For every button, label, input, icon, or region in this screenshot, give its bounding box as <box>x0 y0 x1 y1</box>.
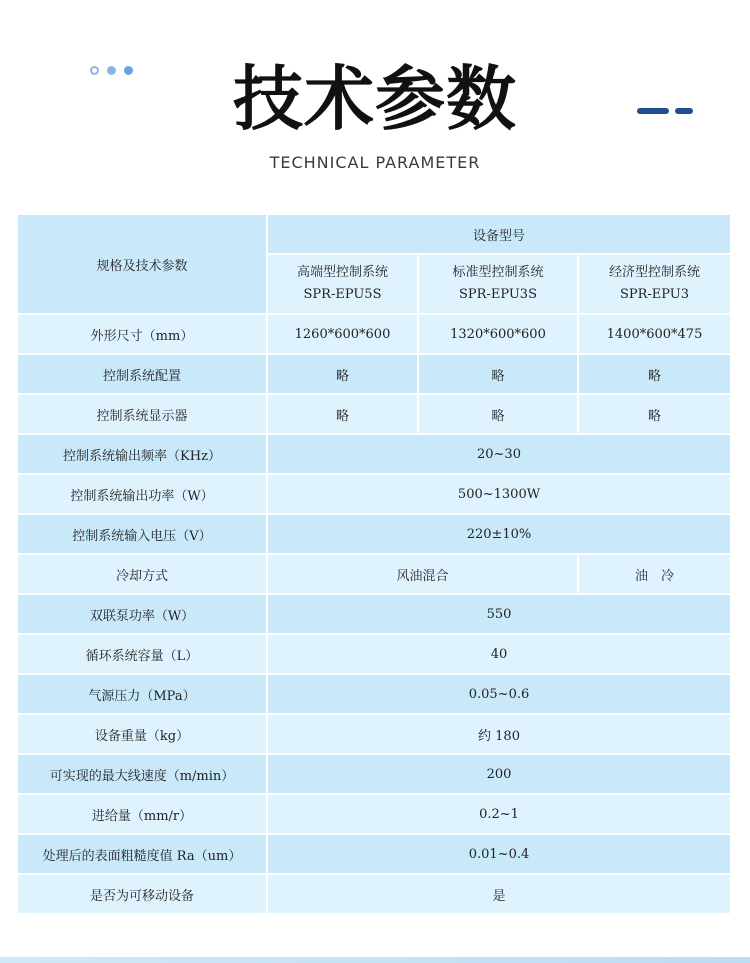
table-row <box>17 754 731 794</box>
dash-icon <box>637 108 669 114</box>
row-label: 气源压力（MPa） <box>17 674 267 714</box>
row-value: 1400*600*475 <box>578 314 731 354</box>
row-value: 1320*600*600 <box>418 314 578 354</box>
row-label: 控制系统输出频率（KHz） <box>17 434 267 474</box>
row-value: 0.05~0.6 <box>267 674 731 714</box>
table-row <box>17 354 731 394</box>
table-row <box>17 674 731 714</box>
model-name: 高端型控制系统 <box>296 265 388 280</box>
table-row <box>17 594 731 634</box>
row-value: 500~1300W <box>267 474 731 514</box>
page-header <box>0 0 750 200</box>
table-row <box>17 634 731 674</box>
header-model-group: 设备型号 <box>267 214 731 254</box>
table-row <box>17 394 731 434</box>
model-cell <box>418 254 578 314</box>
bottom-decorative-bar <box>0 957 750 963</box>
row-value: 略 <box>578 394 731 434</box>
row-label: 双联泵功率（W） <box>17 594 267 634</box>
row-label: 冷却方式 <box>17 554 267 594</box>
row-value: 220±10% <box>267 514 731 554</box>
row-value: 约 180 <box>267 714 731 754</box>
row-value: 略 <box>578 354 731 394</box>
row-label: 控制系统输入电压（V） <box>17 514 267 554</box>
row-label: 控制系统配置 <box>17 354 267 394</box>
row-value: 0.01~0.4 <box>267 834 731 874</box>
row-label: 设备重量（kg） <box>17 714 267 754</box>
page-title: 技术参数 <box>233 58 517 140</box>
model-name: 标准型控制系统 <box>452 265 544 280</box>
row-value: 550 <box>267 594 731 634</box>
row-value: 略 <box>418 354 578 394</box>
row-label: 可实现的最大线速度（m/min） <box>17 754 267 794</box>
spec-table <box>16 213 732 915</box>
row-value: 20~30 <box>267 434 731 474</box>
model-name: 经济型控制系统 <box>608 265 700 280</box>
row-value: 0.2~1 <box>267 794 731 834</box>
row-value: 是 <box>267 874 731 914</box>
table-row <box>17 834 731 874</box>
table-row <box>17 514 731 554</box>
decorative-dashes <box>637 108 693 114</box>
row-value: 略 <box>267 394 418 434</box>
row-value: 油 冷 <box>578 554 731 594</box>
model-cell <box>578 254 731 314</box>
table-row <box>17 714 731 754</box>
row-label: 控制系统输出功率（W） <box>17 474 267 514</box>
row-value: 风油混合 <box>267 554 578 594</box>
row-value: 略 <box>267 354 418 394</box>
table-row <box>17 554 731 594</box>
model-code: SPR-EPU3S <box>459 287 537 302</box>
header-spec-label: 规格及技术参数 <box>17 214 267 314</box>
table-row <box>17 434 731 474</box>
row-value: 略 <box>418 394 578 434</box>
row-label: 进给量（mm/r） <box>17 794 267 834</box>
model-code: SPR-EPU5S <box>303 287 382 302</box>
model-code: SPR-EPU3 <box>619 287 690 302</box>
model-cell <box>267 254 418 314</box>
table-header-row <box>17 214 731 254</box>
table-row <box>17 794 731 834</box>
row-label: 外形尺寸（mm） <box>17 314 267 354</box>
page-subtitle: TECHNICAL PARAMETER <box>269 153 481 172</box>
dash-icon <box>675 108 693 114</box>
table-row <box>17 474 731 514</box>
row-value: 1260*600*600 <box>267 314 418 354</box>
row-label: 控制系统显示器 <box>17 394 267 434</box>
table-row <box>17 874 731 914</box>
row-value: 200 <box>267 754 731 794</box>
row-label: 循环系统容量（L） <box>17 634 267 674</box>
row-label: 是否为可移动设备 <box>17 874 267 914</box>
row-label: 处理后的表面粗糙度值 Ra（um） <box>17 834 267 874</box>
row-value: 40 <box>267 634 731 674</box>
table-row <box>17 314 731 354</box>
